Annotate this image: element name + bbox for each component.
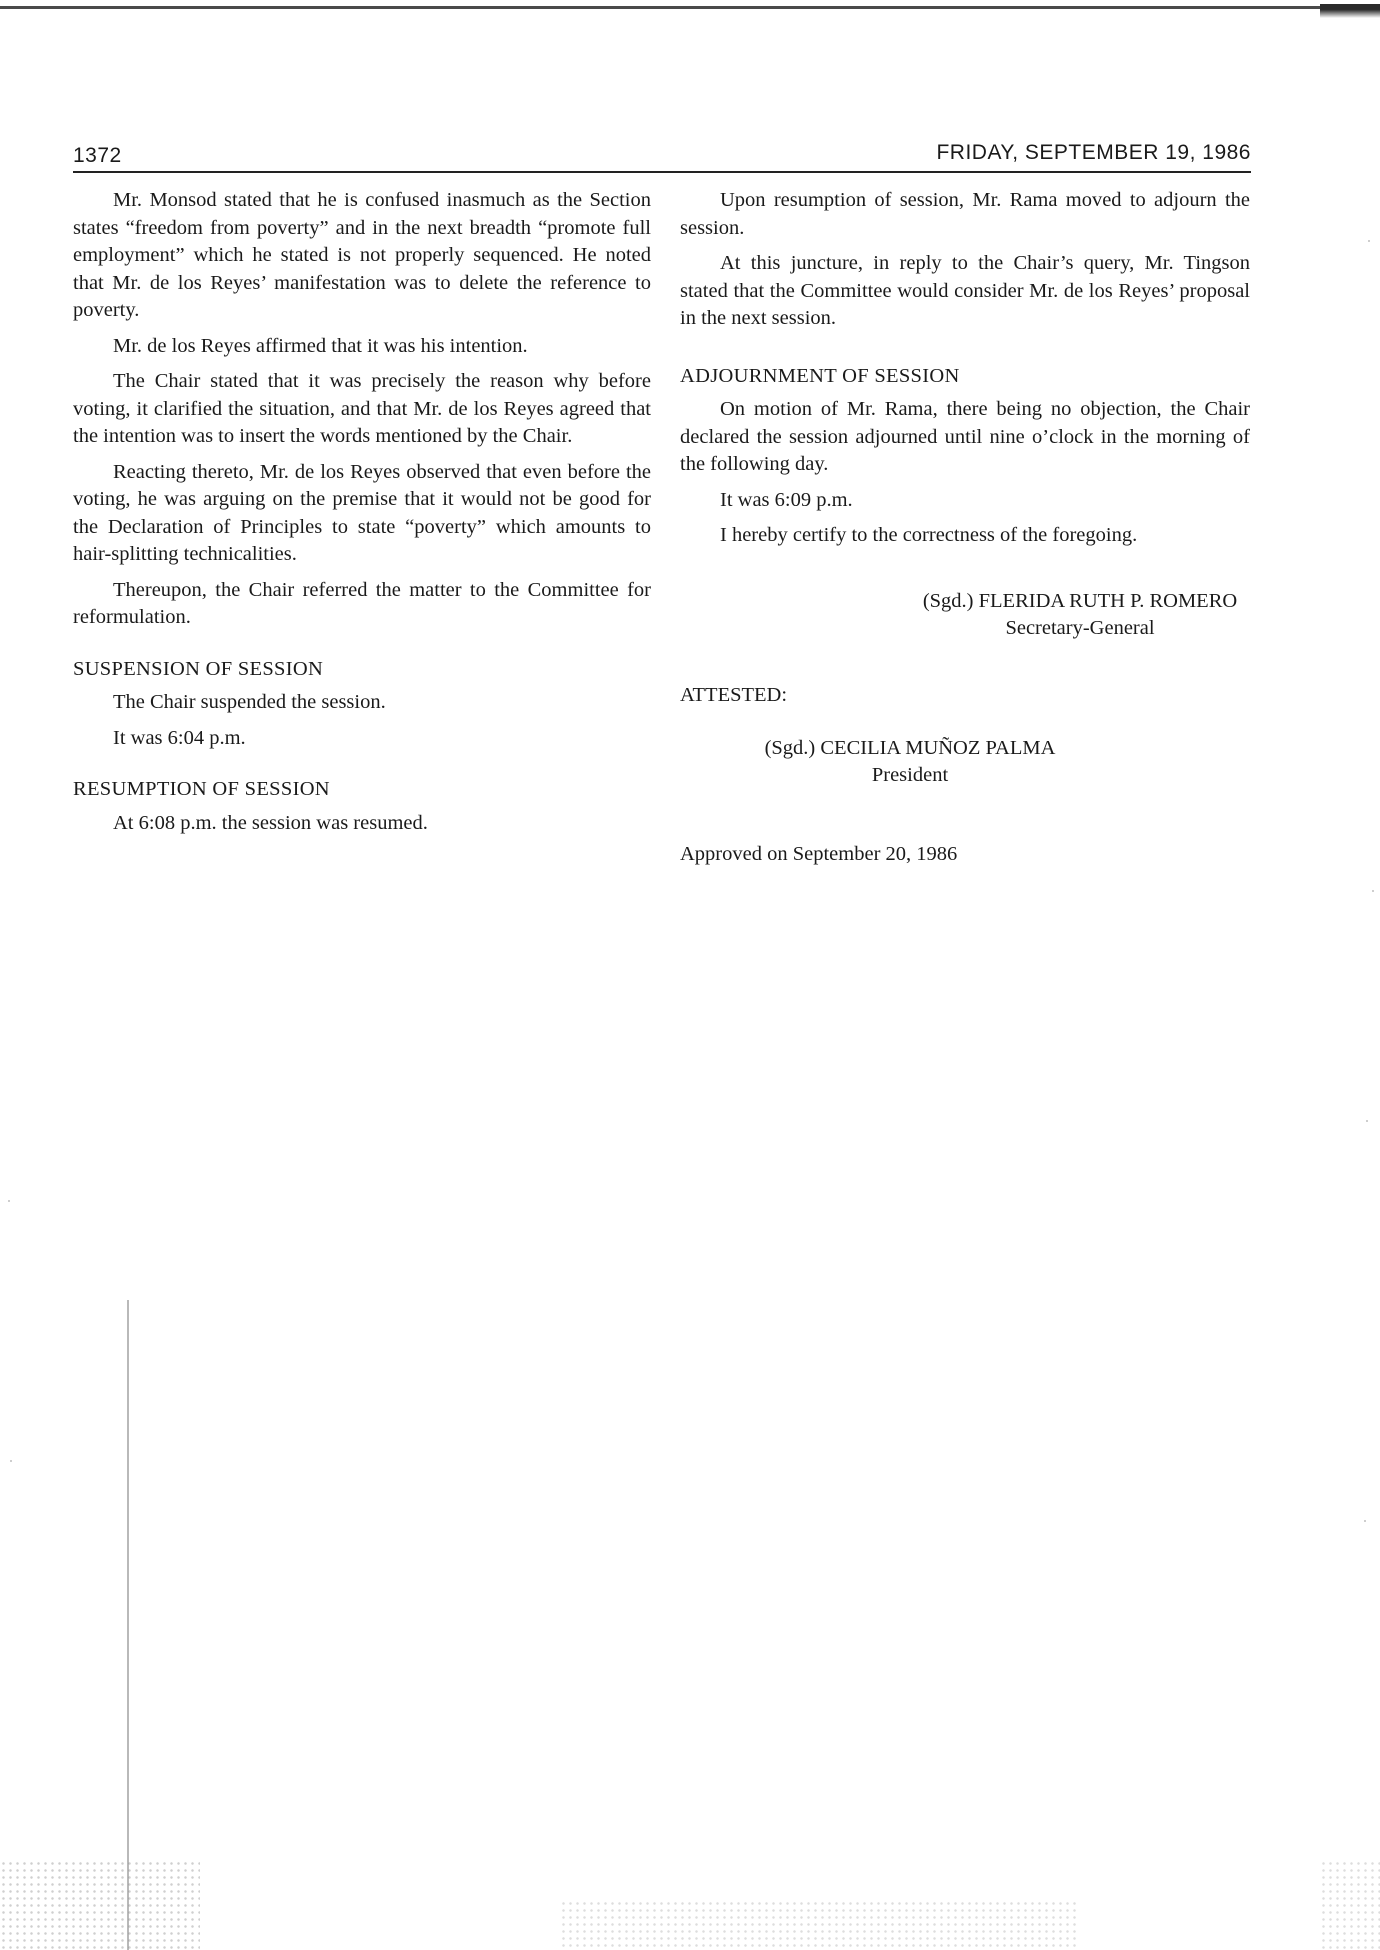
left-column [73, 187, 651, 845]
scan-speck [1366, 1120, 1368, 1122]
adjournment-heading: ADJOURNMENT OF SESSION [680, 364, 960, 387]
scan-margin-rule [127, 1300, 129, 1950]
paragraph-at-this-juncture: At this juncture, in reply to the Chair’s query, Mr. Tingson stated that the Committee would consider Mr. de los Reyes’ proposal in the next session. [680, 252, 1250, 329]
paragraph-monsod: Mr. Monsod stated that he is confused inasmuch as the Section states “freedom from poverty” and in the next breadth “promote full employment” which he stated is not properly sequenced. He noted that Mr. de los Reyes’ manifestation was to delete the reference to poverty. [73, 189, 651, 321]
page-number: 1372 [73, 144, 122, 167]
resumption-heading: RESUMPTION OF SESSION [73, 778, 330, 800]
president-name: (Sgd.) CECILIA MUÑOZ PALMA [764, 737, 1056, 759]
paragraph-thereupon: Thereupon, the Chair referred the matter to the Committee for reformulation. [73, 578, 651, 628]
suspension-heading: SUSPENSION OF SESSION [73, 657, 324, 680]
suspension-time: It was 6:04 p.m. [113, 726, 246, 749]
secretary-title: Secretary-General [1005, 616, 1155, 639]
secretary-signature [910, 588, 1250, 642]
paragraph-de-los-reyes-affirmed: Mr. de los Reyes affirmed that it was his intention. [113, 334, 528, 357]
page-header [73, 137, 1251, 173]
paragraph-adjournment: On motion of Mr. Rama, there being no objection, the Chair declared the session adjourned until nine o’clock in the morning of the following day. [680, 398, 1250, 475]
secretary-name: (Sgd.) FLERIDA RUTH P. ROMERO [922, 589, 1238, 612]
scan-noise-middle [560, 1900, 1080, 1950]
page-top-edge [0, 6, 1380, 9]
paragraph-certification: I hereby certify to the correctness of the foregoing. [720, 524, 1138, 546]
scan-noise-right [1320, 1860, 1380, 1950]
suspension-text: The Chair suspended the session. [113, 691, 386, 713]
president-signature [680, 735, 1140, 789]
adjournment-time: It was 6:09 p.m. [720, 488, 853, 511]
paragraph-upon-resumption: Upon resumption of session, Mr. Rama moved to adjourn the session. [680, 189, 1250, 239]
running-header-date: FRIDAY, SEPTEMBER 19, 1986 [936, 141, 1251, 164]
paragraph-reacting-thereto: Reacting thereto, Mr. de los Reyes observed that even before the voting, he was arguing on the premise that it would not be good for the Declaration of Principles to state “poverty” which amounts to hair-splitting technicalities. [73, 460, 651, 565]
approval-line: Approved on September 20, 1986 [680, 843, 958, 865]
page-corner-shadow [1320, 4, 1380, 18]
scan-speck [1364, 1520, 1366, 1522]
scan-speck [10, 1460, 12, 1462]
scan-speck [1368, 240, 1370, 242]
right-column [680, 187, 1250, 869]
paragraph-chair-stated: The Chair stated that it was precisely the reason why before voting, it clarified the situation, and that Mr. de los Reyes agreed that the intention was to insert the words mentioned by the Chair. [73, 370, 651, 447]
scan-speck [8, 1200, 10, 1202]
resumption-text: At 6:08 p.m. the session was resumed. [113, 811, 428, 834]
scan-speck [1372, 890, 1374, 892]
president-title: President [871, 764, 949, 786]
attested-label: ATTESTED: [680, 683, 788, 706]
scan-noise-left [0, 1860, 200, 1950]
